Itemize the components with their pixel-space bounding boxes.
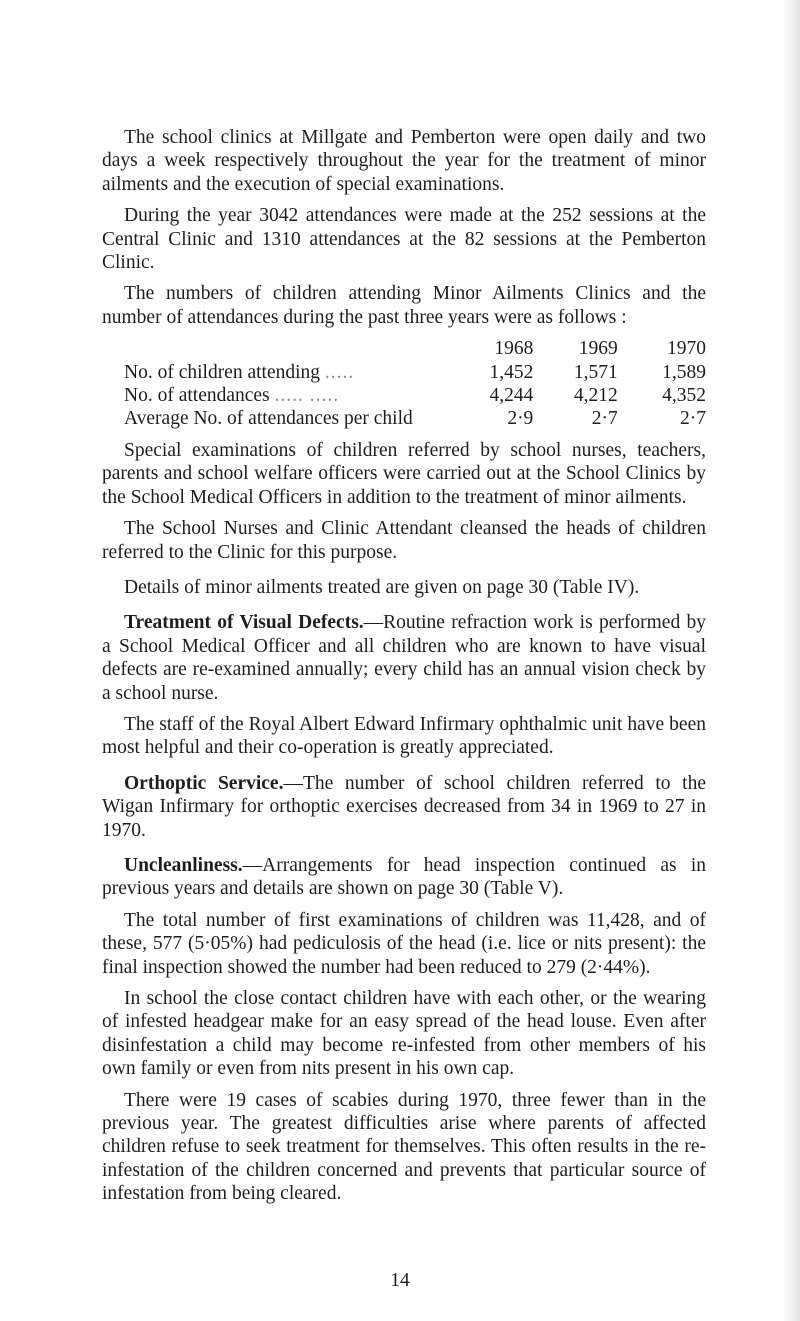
section-text: —Routine refraction work is performed by a School Medical Officer and all children who are known to have visual defects are re-examined annually; every child has an annual vision check by a school nurse.	[102, 612, 706, 704]
section-heading: Orthoptic Service.	[124, 772, 284, 794]
year-header: 1968	[494, 338, 534, 360]
row-label: No. of attendances	[124, 385, 270, 407]
paragraph-scabies: There were 19 cases of scabies during 1970, three fewer than in the previous year. The greatest difficulties arise where parents of affected children refuse to seek treatment for themselves. This often results in the re-infestation of the children concerned and prevents that particular source of infestation from being cleared.	[102, 1089, 706, 1205]
table-cell: 4,212	[573, 385, 618, 407]
table-cell: 4,244	[489, 385, 534, 407]
table-cell: 2·9	[507, 408, 534, 430]
year-header: 1970	[667, 338, 706, 360]
paragraph-attendances: During the year 3042 attendances were made at the 252 sessions at the Central Clinic and 1310 attendances at the 82 sessions at the Pemberton Clinic.	[102, 205, 706, 274]
paragraph-table-intro: The numbers of children attending Minor Ailments Clinics and the number of attendances during the past three years were as follows :	[102, 283, 706, 328]
attendance-table	[124, 337, 706, 431]
table-cell: 1,589	[662, 361, 706, 383]
dot-leader: .....	[324, 361, 355, 383]
section-text: —The number of school children referred to the Wigan Infirmary for orthoptic exercises decreased from 34 in 1969 to 27 in 1970.	[102, 772, 706, 841]
dot-leader: ..... .....	[274, 385, 340, 407]
paragraph-ophthalmic-unit: The staff of the Royal Albert Edward Infirmary ophthalmic unit have been most helpful and their co-operation is greatly appreciated.	[102, 713, 706, 759]
table-cell: 2·7	[591, 408, 618, 430]
section-uncleanliness	[102, 854, 706, 901]
paragraph-clinics-open: The school clinics at Millgate and Pemberton were open daily and two days a week respectively throughout the year for the treatment of minor ailments and the execution of special examinations.	[102, 127, 706, 195]
section-heading: Treatment of Visual Defects.	[124, 612, 364, 634]
page-number: 14	[390, 1270, 410, 1291]
paragraph-pediculosis: The total number of first examinations of children was 11,428, and of these, 577 (5·05%) had pediculosis of the head (i.e. lice or nits present): the final inspection showed the number had been reduced to 279 (2·44%).	[102, 909, 706, 978]
table-row	[124, 384, 706, 407]
year-header: 1969	[578, 338, 618, 360]
scan-shadow-edge	[782, 0, 800, 1321]
section-orthoptic	[102, 772, 706, 842]
table-row	[124, 361, 706, 384]
table-cell: 1,452	[489, 361, 534, 383]
section-visual-defects	[102, 611, 706, 705]
paragraph-special-examinations: Special examinations of children referred by school nurses, teachers, parents and school welfare officers were carried out at the School Clinics by the School Medical Officers in addition to the treatment of minor ailments.	[102, 439, 706, 508]
row-label: No. of children attending	[124, 361, 321, 383]
paragraph-head-louse-spread: In school the close contact children have with each other, or the wearing of infested headgear make for an easy spread of the head louse. Even after disinfestation a child may become re-infested from other members of his own family or even from nits present in his own cap.	[102, 988, 706, 1080]
row-label: Average No. of attendances per child	[124, 408, 413, 430]
paragraph-minor-ailments-details: Details of minor ailments treated are given on page 30 (Table IV).	[124, 576, 640, 598]
table-cell: 1,571	[573, 361, 618, 383]
table-cell: 2·7	[680, 408, 706, 430]
section-heading: Uncleanliness.	[124, 854, 243, 876]
table-row	[124, 407, 706, 430]
paragraph-head-cleansing: The School Nurses and Clinic Attendant cleansed the heads of children referred to the Clinic for this purpose.	[102, 518, 706, 563]
table-header-row	[124, 337, 706, 360]
section-text: —Arrangements for head inspection continued as in previous years and details are shown on page 30 (Table V).	[102, 854, 706, 900]
table-cell: 4,352	[662, 385, 706, 407]
body-text	[102, 126, 706, 1214]
